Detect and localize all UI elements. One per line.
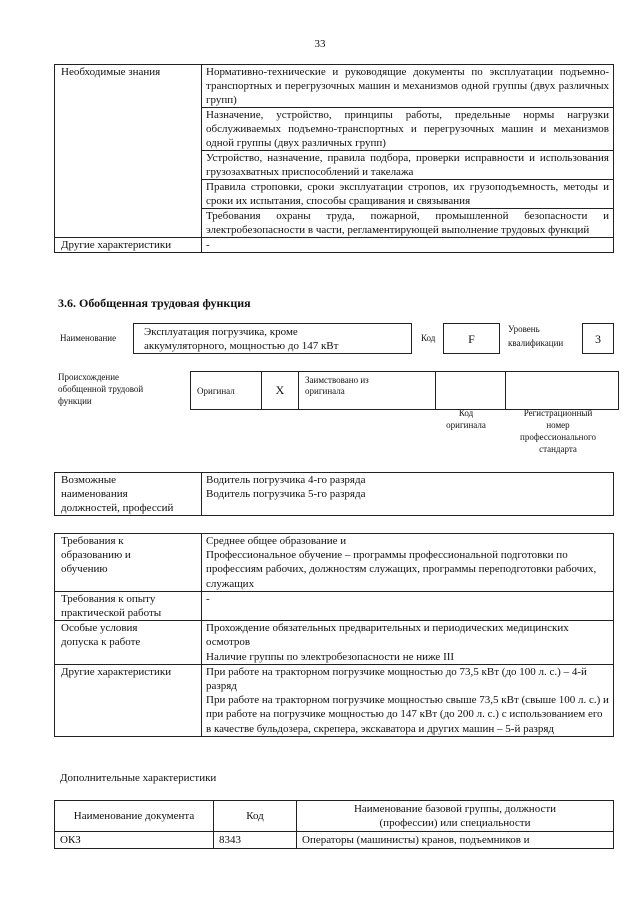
origin-label: Происхождение обобщенной трудовой функции <box>58 372 144 406</box>
experience-label: Требования к опыту практической работы <box>55 591 202 620</box>
origin-code-cell <box>436 372 506 410</box>
function-name-box <box>133 323 412 354</box>
positions-table <box>54 472 614 516</box>
conditions-label: Особые условия допуска к работе <box>55 621 202 665</box>
caption-code: Код оригинала <box>446 408 486 430</box>
knowledge-item: Требования охраны труда, пожарной, промышленной безопасности и электробезопасности в части, регламентирующей выполнение трудовых функций <box>202 209 614 238</box>
col-doc-header: Наименование документа <box>55 801 214 832</box>
row-doc: ОКЗ <box>55 832 214 849</box>
knowledge-other-value: - <box>202 238 614 253</box>
extra-title: Дополнительные характеристики <box>60 772 217 784</box>
education-label: Требования к образованию и обучению <box>55 534 202 592</box>
row-code: 8343 <box>214 832 297 849</box>
other-characteristics-label: Другие характеристики <box>55 664 202 736</box>
documents-table <box>54 800 614 849</box>
conditions-value: Прохождение обязательных предварительных и периодических медицинских осмотров Наличие группы по электробезопасности не ниже III <box>202 621 614 665</box>
col-base-header: Наименование базовой группы, должности (профессии) или специальности <box>297 801 614 832</box>
knowledge-other-label: Другие характеристики <box>55 238 202 253</box>
name-label: Наименование <box>60 333 117 343</box>
caption-reg-number: Регистрационный номер профессионального стандарта <box>520 408 596 454</box>
experience-value: - <box>202 591 614 620</box>
education-value: Среднее общее образование и Профессиональное обучение – программы профессиональной подготовки по профессиям рабочих, должностям служащих, программы переподготовки рабочих, служащих <box>202 534 614 592</box>
origin-table <box>190 371 619 410</box>
knowledge-label: Необходимые знания <box>55 65 202 238</box>
borrowed-label: Заимствовано из оригинала <box>299 372 436 410</box>
level-value: 3 <box>582 323 614 354</box>
positions-label: Возможные наименования должностей, профессий <box>55 473 202 516</box>
code-value: F <box>443 323 500 354</box>
knowledge-table <box>54 64 614 253</box>
row-base: Операторы (машинисты) кранов, подъемников и <box>297 832 614 849</box>
col-code-header: Код <box>214 801 297 832</box>
level-label: Уровень квалификации <box>508 324 564 348</box>
requirements-table <box>54 533 614 737</box>
function-name-line: аккумуляторного, мощностью до 147 кВт <box>144 340 339 352</box>
positions-value: Водитель погрузчика 4-го разряда Водитель погрузчика 5-го разряда <box>202 473 614 516</box>
knowledge-item: Нормативно-технические и руководящие документы по эксплуатации подъемно-транспортных и перегрузочных машин и механизмов одной группы (двух различных групп) <box>202 65 614 108</box>
other-characteristics-value: При работе на тракторном погрузчике мощностью до 73,5 кВт (до 100 л. с.) – 4-й разряд При работе на тракторном погрузчике мощностью свыше 73,5 кВт (свыше 100 л. с.) и при работе на погрузчике мощностью до 147 кВт (до 200 л. с.) с использованием его в качестве бульдозера, скрепера, экскаватора и других машин – 5-й разряд <box>202 664 614 736</box>
origin-reg-cell <box>506 372 619 410</box>
original-mark: X <box>262 372 299 410</box>
section-title: 3.6. Обобщенная трудовая функция <box>58 296 251 310</box>
knowledge-item: Правила строповки, сроки эксплуатации стропов, их грузоподъемность, методы и сроки их испытания, способы сращивания и связывания <box>202 180 614 209</box>
page-number: 33 <box>314 38 326 50</box>
original-label: Оригинал <box>191 372 262 410</box>
knowledge-item: Устройство, назначение, правила подбора, проверки исправности и использования грузозахватных приспособлений и такелажа <box>202 151 614 180</box>
knowledge-item: Назначение, устройство, принципы работы, предельные нормы нагрузки обслуживаемых подъемно-транспортных и перегрузочных машин и механизмов одной группы (двух различных групп) <box>202 108 614 151</box>
code-label: Код <box>421 333 436 343</box>
function-name-line: Эксплуатация погрузчика, кроме <box>144 326 298 338</box>
